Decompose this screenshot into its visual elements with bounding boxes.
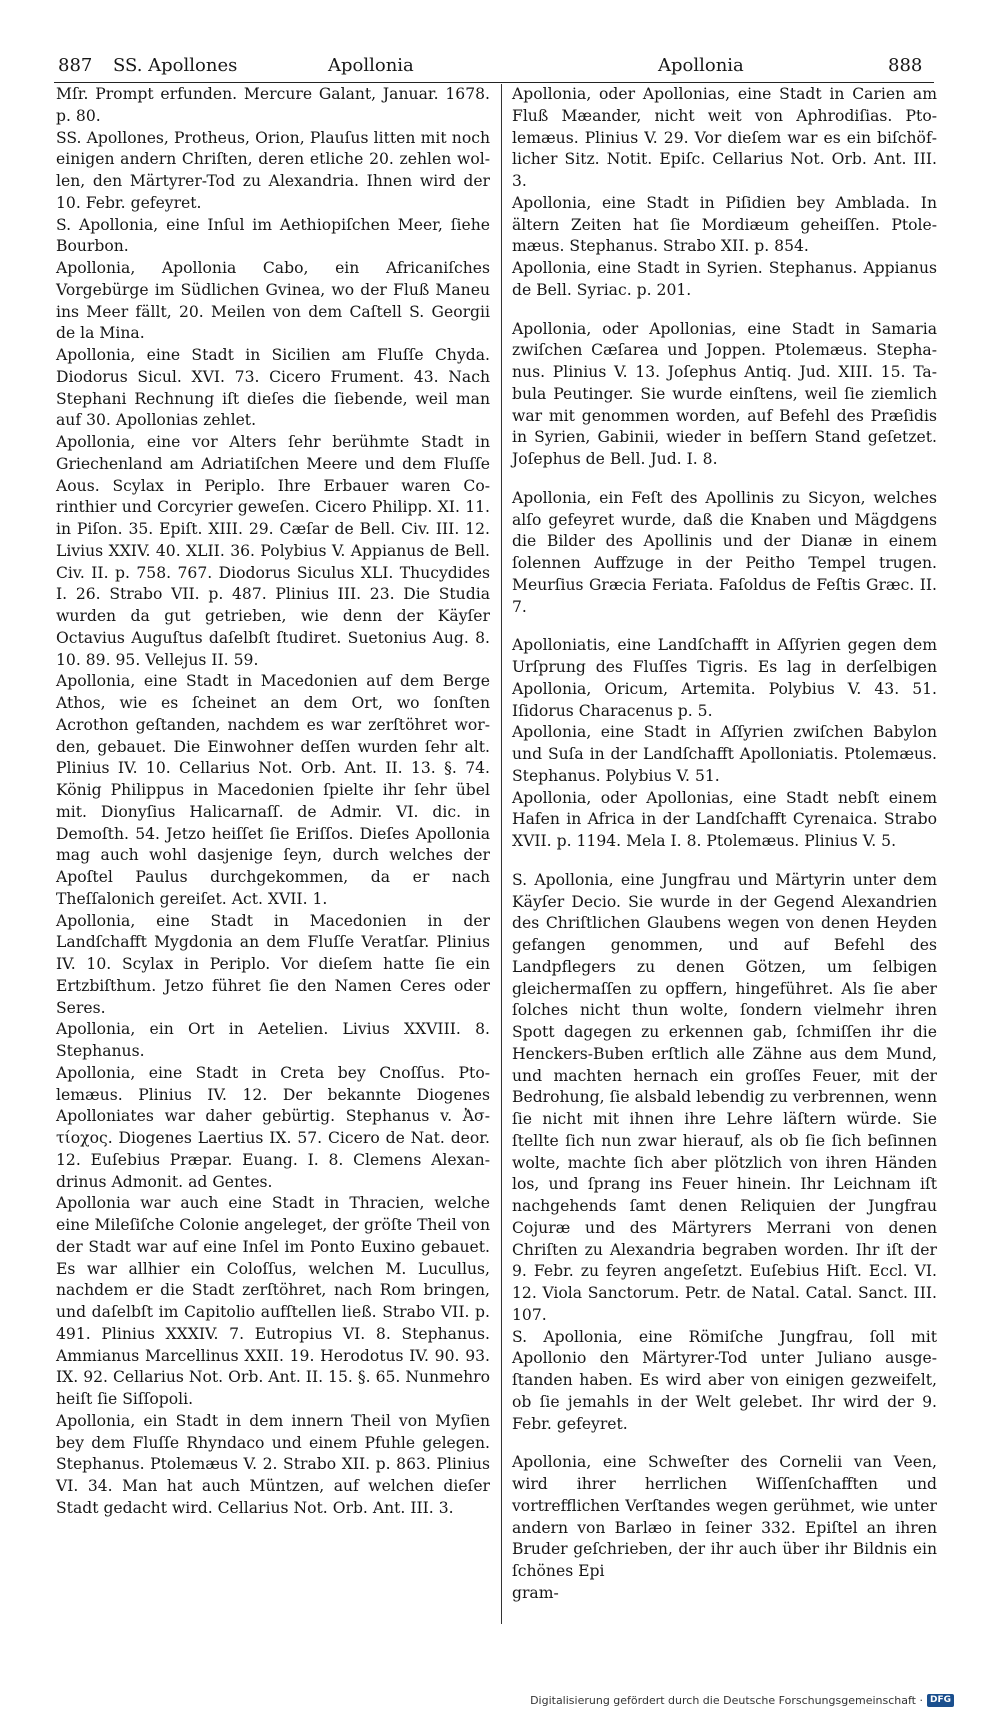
- entry-paragraph: S. Apollonia, eine Jungfrau und Märtyrin unter dem Käyſer Decio. Sie wurde in der Gegend Alexandrien des Chriſtlichen Glaubens wegen von denen Heyden gefangen genommen, und auf Befehl des Landpflegers zu denen Götzen, um ſelbigen gleichermaſſen zu opffern, hingeführet. Als ſie aber ſolches nicht thun wolte, ſondern vielmehr ihren Spott dagegen zu erkennen gab, ſchmiſſen ihr die Henckers-Buben erſtlich alle Zähne aus dem Mund, und machten hernach ein groſſes Feuer, mit der Bedrohung, ſie alsbald lebendig zu verbrennen, wenn ſie nicht mit ihnen ihre Lehre läſtern würde. Sie ſtellte ſich nun zwar hierauf, als ob ſie ſich beſinnen wolte, machte ſich aber plötzlich von ihren Händen los, und ſprang ins Feuer hinein. Ihr Leichnam iſt nachgehends ſamt denen Reliquien der Jungfrau Cojuræ und des Märtyrers Merrani von denen Chriſten zu Alexandria begraben worden. Ihr iſt der 9. Febr. zu feyren angeſetzt. Euſebius Hiſt. Eccl. VI. 12. Viola Sanctorum. Petr. de Natal. Catal. Sanct. III. 107.: [512, 870, 937, 1324]
- entry-paragraph: Apollonia war auch eine Stadt in Thracien, welche eine Mileſiſche Colonie angeleget, der gröſte Theil von der Stadt war auf eine Inſel im Ponto Euxino gebauet. Es war allhier ein Coloſſus, welchen M. Lucullus, nachdem er die Stadt zerſtöhret, nach Rom bringen, und daſelbſt im Capitolio aufſtellen ließ. Strabo VII. p. 491. Plinius XXXIV. 7. Eutropius VI. 8. Stephanus. Ammianus Marcellinus XXII. 19. Herodotus IV. 90. 93. IX. 92. Cellarius Not. Orb. Ant. II. 15. §. 65. Nunmehro heiſt ſie Siſſopoli.: [56, 1194, 490, 1408]
- catchword: gram-: [512, 1583, 559, 1602]
- right-column: [512, 84, 937, 1605]
- column-divider: [501, 84, 502, 1624]
- entry-paragraph: Apollonia, ein Ort in Aetelien. Livius XXVIII. 8. Stephanus.: [56, 1020, 490, 1060]
- right-center-head: Apollonia: [658, 55, 744, 76]
- entry-paragraph: Apollonia, oder Apollonias, eine Stadt in Carien am Fluß Mæander, nicht weit von Aphrodiſias. Ptolemæus. Plinius V. 29. Vor dieſem war es ein biſchöflicher Sitz. Notit. Epiſc. Cellarius Not. Orb. Ant. III. 3.: [512, 85, 937, 190]
- entry-paragraph: Apollonia, oder Apollonias, eine Stadt nebſt einem Hafen in Africa in der Landſchafft Cyrenaica. Strabo XVII. p. 1194. Mela I. 8. Ptolemæus. Plinius V. 5.: [512, 788, 937, 850]
- entry-paragraph: Apollonia, oder Apollonias, eine Stadt in Samaria zwiſchen Cæſarea und Joppen. Ptolemæus. Stephanus. Plinius V. 13. Joſephus Antiq. Jud. XIII. 15. Tabula Peutinger. Sie wurde einſtens, weil ſie ziemlich war mit genommen worden, auf Befehl des Præſidis in Syrien, Gabinii, wieder in beſſern Stand geſetzet. Joſephus de Bell. Jud. I. 8.: [512, 319, 937, 468]
- entry-paragraph: Apollonia, eine Stadt in Creta bey Cnoſſus. Ptolemæus. Plinius IV. 12. Der bekannte Diogenes Apolloniates war daher gebürtig. Stephanus v. Ἀστίοχος. Diogenes Laertius IX. 57. Cicero de Nat. deor. 12. Euſebius Præpar. Euang. I. 8. Clemens Alexandrinus Admonit. ad Gentes.: [56, 1063, 490, 1191]
- right-page-number: 888: [888, 55, 923, 76]
- entry-paragraph: Apollonia, ein Stadt in dem innern Theil von Myſien bey dem Fluſſe Rhyndaco und einem Pfuhle gelegen. Stephanus. Ptolemæus V. 2. Strabo XII. p. 863. Plinius VI. 34. Man hat auch Müntzen, auf welchen dieſer Stadt gedacht wird. Cellarius Not. Orb. Ant. III. 3.: [56, 1411, 490, 1517]
- entry-paragraph: Apollonia, eine Schweſter des Cornelii van Veen, wird ihrer herrlichen Wiſſenſchafften und vortrefflichen Verſtandes wegen gerühmet, wie unter andern von Barlæo in ſeiner 332. Epiſtel an ihren Bruder geſchrieben, der ihr auch über ihr Bildnis ein ſchönes Epi: [512, 1453, 937, 1580]
- entry-paragraph: Apollonia, eine Stadt in Macedonien auf dem Berge Athos, wie es ſcheinet an dem Ort, wo ſonſten Acrothon geſtanden, nachdem es war zerſtöhret worden, gebauet. Die Einwohner deſſen wurden ſehr alt. Plinius IV. 10. Cellarius Not. Orb. Ant. II. 13. §. 74. König Philippus in Macedonien ſpielte ihr ſehr übel mit. Dionyſius Halicarnaſſ. de Admir. VI. dic. in Demoſth. 54. Jetzo heiſſet ſie Eriſſos. Dieſes Apollonia mag auch wohl dasjenige ſeyn, durch welches der Apoſtel Paulus durchgekommen, da er nach Theſſalonich gereiſet. Act. XVII. 1.: [56, 672, 490, 908]
- entry-paragraph: Apollonia, eine Stadt in Macedonien in der Landſchafft Mygdonia an dem Fluſſe Veratſar. Plinius IV. 10. Scylax in Periplo. Vor dieſem hatte ſie ein Ertzbiſthum. Jetzo führet ſie den Namen Ceres oder Seres.: [56, 911, 490, 1017]
- entry-paragraph: Apollonia, eine Stadt in Syrien. Stephanus. Appianus de Bell. Syriac. p. 201.: [512, 259, 937, 299]
- digitization-footer: [530, 1694, 954, 1707]
- entry-paragraph: S. Apollonia, eine Inſul im Aethiopiſchen Meer, ſiehe Bourbon.: [56, 215, 490, 256]
- entry-paragraph: Apollonia, Apollonia Cabo, ein Africaniſches Vorgebürge im Südlichen Gvinea, wo der Fluß Maneu ins Meer fällt, 20. Meilen von dem Caſtell S. Georgii de la Mina.: [56, 259, 490, 343]
- entry-paragraph: SS. Apollones, Protheus, Orion, Plauſus litten mit noch einigen andern Chriſten, deren etliche 20. zehlen wollen, den Märtyrer-Tod zu Alexandria. Ihnen wird der 10. Febr. gefeyret.: [56, 128, 490, 212]
- left-column: [56, 84, 490, 1520]
- entry-paragraph: Mſr. Prompt erfunden. Mercure Galant, Januar. 1678. p. 80.: [56, 85, 490, 125]
- left-page-number: 887: [58, 55, 93, 76]
- entry-paragraph: Apollonia, eine vor Alters ſehr berühmte Stadt in Griechenland am Adriatiſchen Meere und dem Fluſſe Aous. Scylax in Periplo. Ihre Erbauer waren Corinthier und Corcyrier geweſen. Cicero Philipp. XI. 11. in Piſon. 35. Epiſt. XIII. 29. Cæſar de Bell. Civ. III. 12. Livius XXIV. 40. XLII. 36. Polybius V. Appianus de Bell. Civ. II. p. 758. 767. Diodorus Siculus XLI. Thucydides I. 26. Strabo VII. p. 487. Plinius III. 23. Die Studia wurden da gut getrieben, wie denn der Käyſer Octavius Auguſtus daſelbſt ſtudiret. Suetonius Aug. 8. 10. 89. 95. Vellejus II. 59.: [56, 433, 490, 669]
- entry-paragraph: S. Apollonia, eine Römiſche Jungfrau, ſoll mit Apollonio den Märtyrer-Tod unter Juliano ausgeſtanden haben. Es wird aber von einigen gezweifelt, ob ſie jemahls in der Welt gelebet. Ihr wird der 9. Febr. gefeyret.: [512, 1327, 937, 1433]
- left-running-head: SS. Apollones: [113, 55, 238, 76]
- entry-paragraph: Apollonia, ein Feſt des Apollinis zu Sicyon, welches alſo gefeyret wurde, daß die Knaben und Mägdgens die Bilder des Apollinis und der Dianæ in einem ſolennen Auffzuge in der Peitho Tempel trugen. Meurſius Græcia Feriata. Faſoldus de Feſtis Græc. II. 7.: [512, 488, 937, 616]
- entry-paragraph: Apollonia, eine Stadt in Sicilien am Fluſſe Chyda. Diodorus Sicul. XVI. 73. Cicero Frument. 43. Nach Stephani Rechnung iſt dieſes die ſiebende, weil man auf 30. Apollonias zehlet.: [56, 346, 490, 430]
- dfg-logo: DFG: [927, 1694, 954, 1707]
- footer-text: Digitalisierung gefördert durch die Deutsche Forschungsgemeinschaft ·: [530, 1694, 923, 1707]
- entry-paragraph: Apolloniatis, eine Landſchafft in Aſſyrien gegen dem Urſprung des Fluſſes Tigris. Es lag in derſelbigen Apollonia, Oricum, Artemita. Polybius V. 43. 51. Iſidorus Characenus p. 5.: [512, 636, 937, 720]
- entry-paragraph: Apollonia, eine Stadt in Aſſyrien zwiſchen Babylon und Suſa in der Landſchafft Apolloniatis. Ptolemæus. Stephanus. Polybius V. 51.: [512, 723, 937, 785]
- header-rule: [54, 82, 934, 83]
- entry-paragraph: Apollonia, eine Stadt in Piſidien bey Amblada. In ältern Zeiten hat ſie Mordiæum geheiſſen. Ptolemæus. Stephanus. Strabo XII. p. 854.: [512, 193, 937, 256]
- left-center-head: Apollonia: [328, 55, 414, 76]
